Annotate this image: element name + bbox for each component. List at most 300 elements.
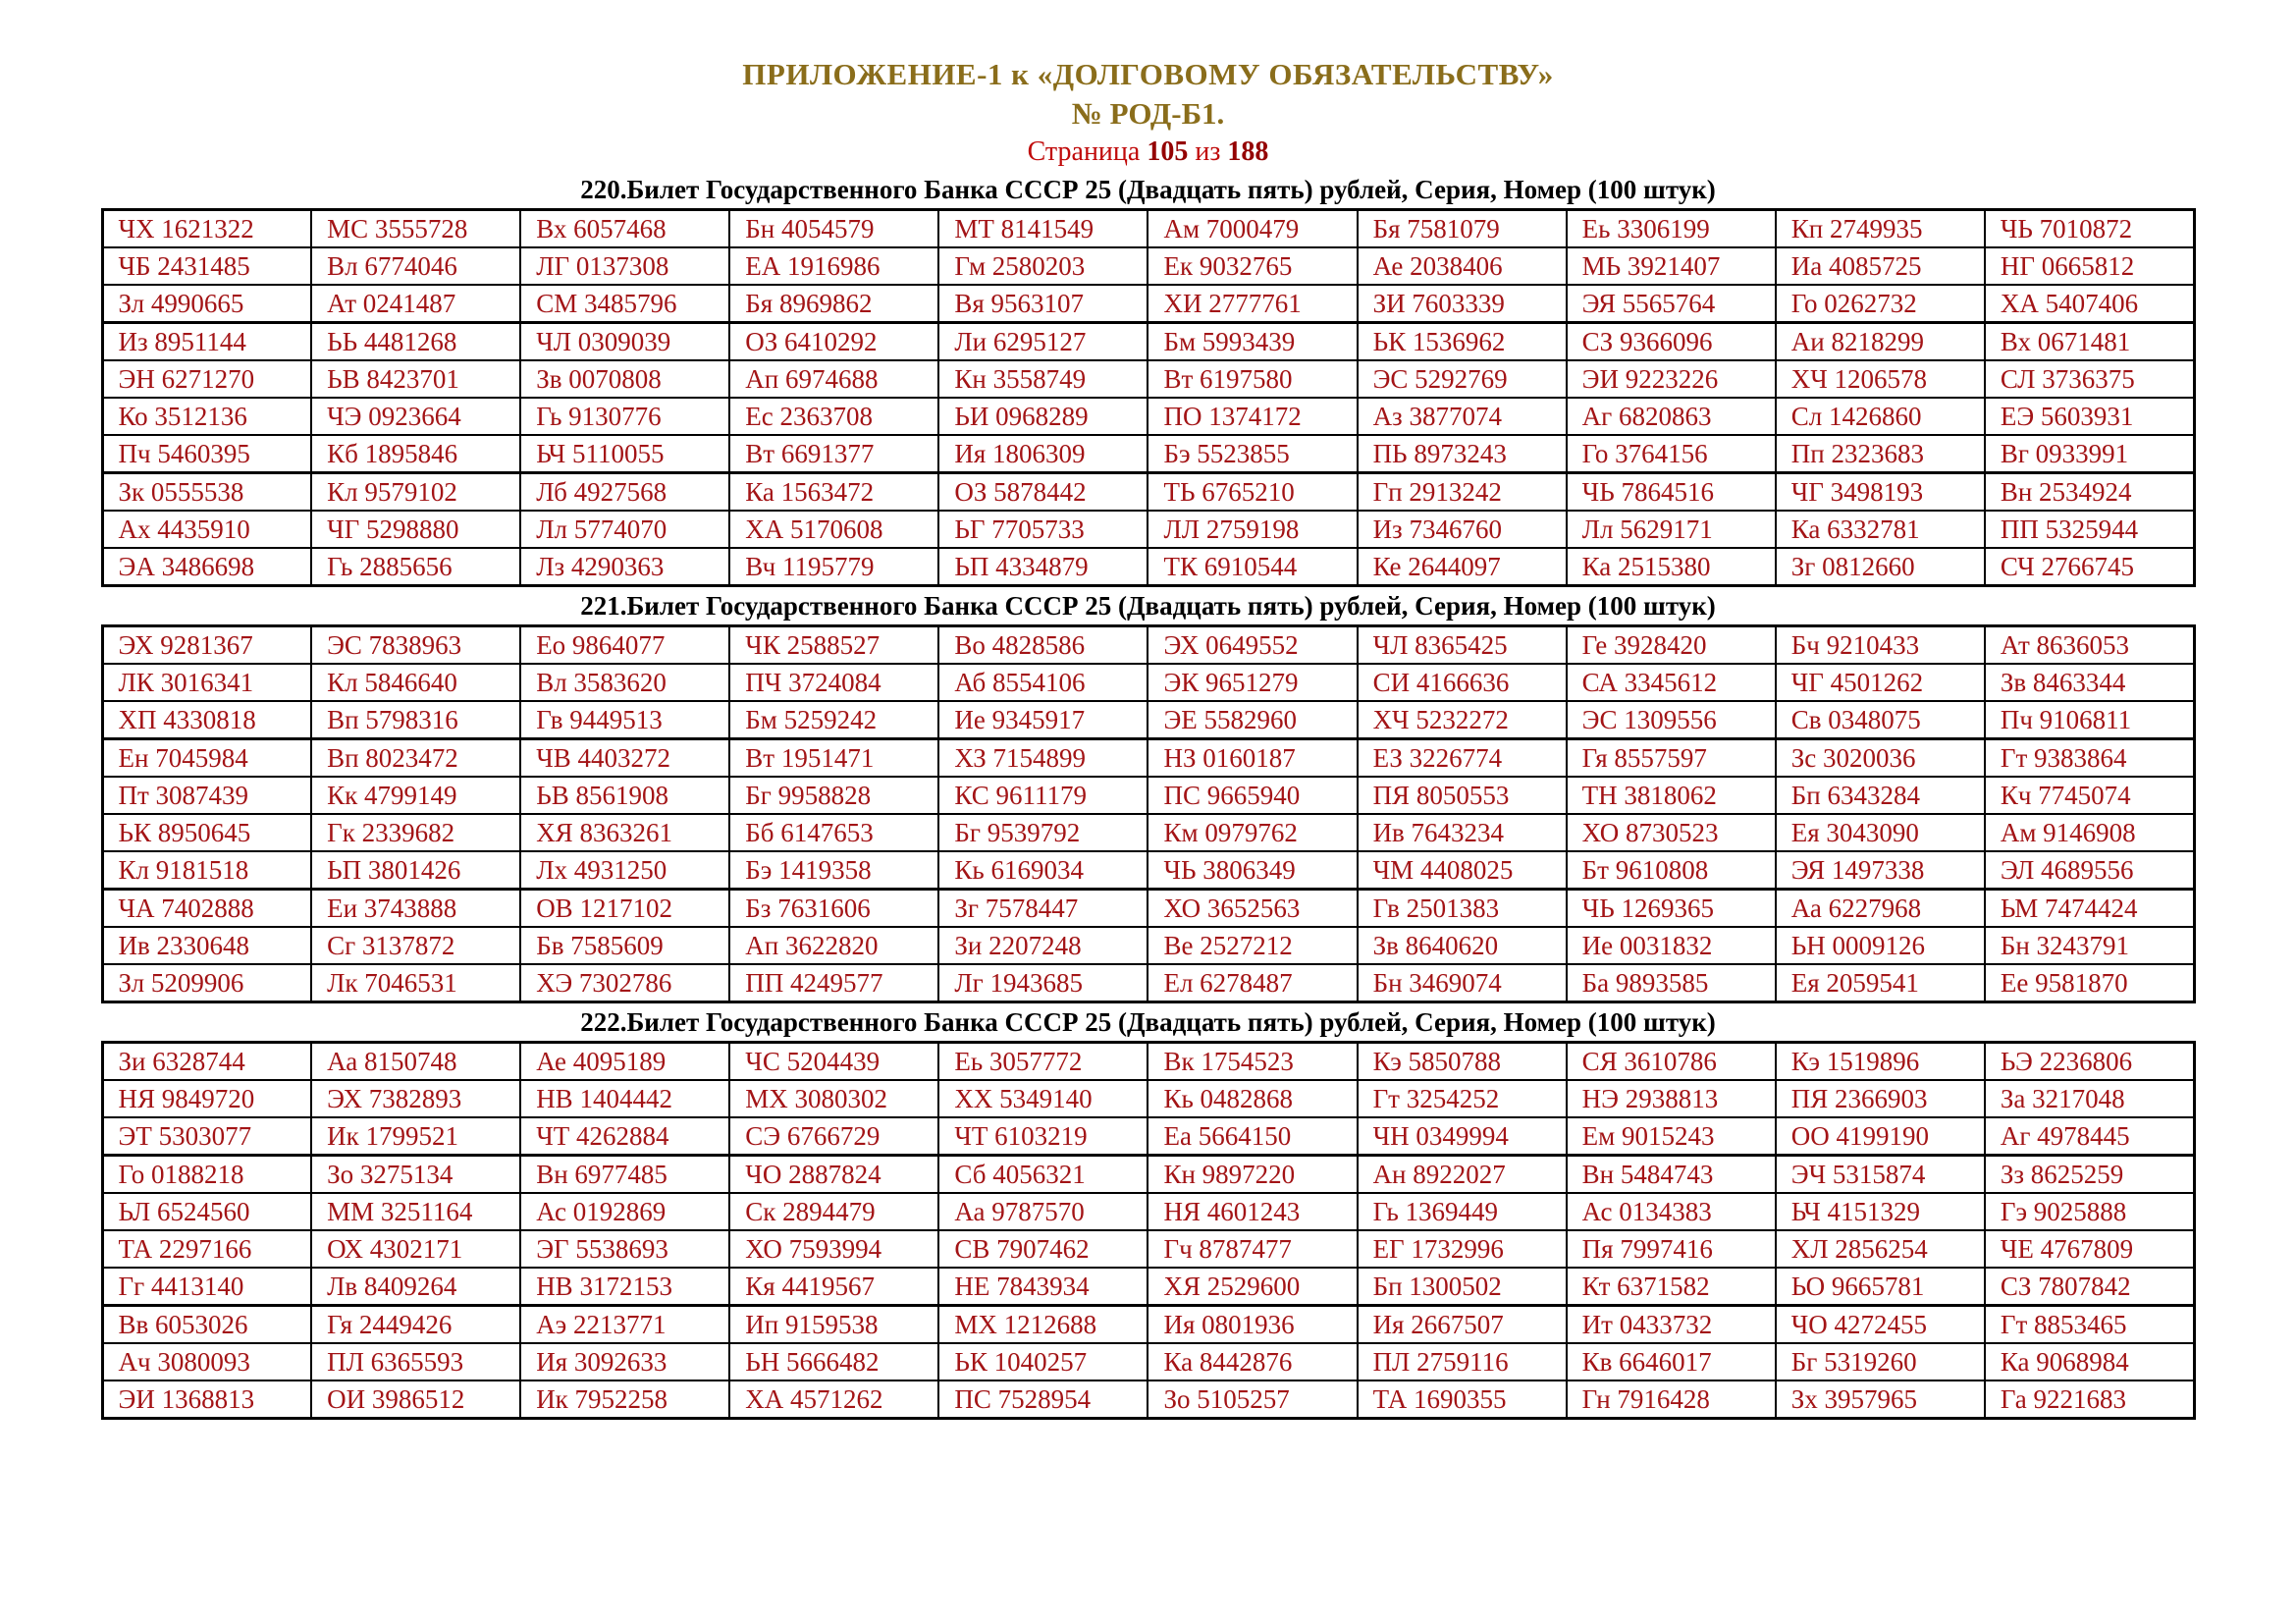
serial-cell: Аб 8554106 (938, 664, 1148, 701)
page-total: 188 (1227, 136, 1269, 167)
serial-cell: МТ 8141549 (938, 210, 1148, 248)
serial-cell: Бг 9958828 (729, 777, 938, 814)
serial-cell: Зк 0555538 (102, 473, 311, 512)
serial-cell: Бн 4054579 (729, 210, 938, 248)
serial-cell: Гн 7916428 (1567, 1380, 1776, 1419)
serial-cell: ЬК 1040257 (938, 1343, 1148, 1380)
table-row (102, 511, 2194, 548)
serial-cell: Бм 5993439 (1148, 323, 1357, 361)
serial-cell: Пп 2323683 (1776, 435, 1985, 473)
serial-cell: СА 3345612 (1567, 664, 1776, 701)
serial-cell: Ея 3043090 (1776, 814, 1985, 851)
page-indicator (0, 134, 2296, 171)
serial-cell: ЬК 8950645 (102, 814, 311, 851)
serial-cell: ЭИ 9223226 (1567, 360, 1776, 398)
serial-cell: Кь 6169034 (938, 851, 1148, 890)
table-row (102, 1156, 2194, 1194)
serial-cell: Лв 8409264 (311, 1268, 520, 1306)
serial-cell: ОЗ 6410292 (729, 323, 938, 361)
serial-cell: Бэ 5523855 (1148, 435, 1357, 473)
serial-cell: ЧМ 4408025 (1358, 851, 1567, 890)
serial-cell: Ба 9893585 (1567, 964, 1776, 1002)
serial-cell: Ли 6295127 (938, 323, 1148, 361)
serial-cell: Кв 6646017 (1567, 1343, 1776, 1380)
serial-cell: ХА 5170608 (729, 511, 938, 548)
serial-cell: Ес 2363708 (729, 398, 938, 435)
serial-cell: Гь 1369449 (1358, 1193, 1567, 1230)
serial-cell: Вч 1195779 (729, 548, 938, 586)
serial-cell: Гч 8787477 (1148, 1230, 1357, 1268)
serial-cell: ЧО 4272455 (1776, 1306, 1985, 1344)
serial-cell: НВ 3172153 (520, 1268, 729, 1306)
serial-cell: Кн 9897220 (1148, 1156, 1357, 1194)
serial-cell: Кэ 5850788 (1358, 1043, 1567, 1081)
serial-cell: Вв 6053026 (102, 1306, 311, 1344)
serial-cell: Гв 9449513 (520, 701, 729, 739)
serial-cell: Ип 9159538 (729, 1306, 938, 1344)
table-row (102, 1306, 2194, 1344)
serial-cell: ХА 4571262 (729, 1380, 938, 1419)
serial-cell: Вп 5798316 (311, 701, 520, 739)
serial-cell: Ия 0801936 (1148, 1306, 1357, 1344)
table-row (102, 739, 2194, 778)
serial-cell: Бп 1300502 (1358, 1268, 1567, 1306)
serial-cell: ЬП 3801426 (311, 851, 520, 890)
serial-cell: Ив 2330648 (102, 927, 311, 964)
page-word: Страница (1027, 136, 1141, 167)
serial-cell: КС 9611179 (938, 777, 1148, 814)
serial-cell: Кя 4419567 (729, 1268, 938, 1306)
table-220-title: 220.Билет Государственного Банка СССР 25 (Двадцать пять) рублей, Серия, Номер (100 штук) (580, 175, 1716, 204)
serial-cell: Ик 1799521 (311, 1117, 520, 1156)
serial-cell: СЗ 9366096 (1567, 323, 1776, 361)
serial-cell: ЭС 1309556 (1567, 701, 1776, 739)
table-row (102, 285, 2194, 323)
serial-cell: Кт 6371582 (1567, 1268, 1776, 1306)
serial-cell: Го 0188218 (102, 1156, 311, 1194)
serial-cell: Бг 9539792 (938, 814, 1148, 851)
table-row (102, 1193, 2194, 1230)
serial-cell: ЭХ 9281367 (102, 626, 311, 665)
serial-cell: ЧТ 4262884 (520, 1117, 729, 1156)
serial-cell: ЬЧ 4151329 (1776, 1193, 1985, 1230)
serial-cell: ПЧ 3724084 (729, 664, 938, 701)
serial-cell: Вх 6057468 (520, 210, 729, 248)
serial-cell: Бз 7631606 (729, 890, 938, 928)
serial-cell: Ия 2667507 (1358, 1306, 1567, 1344)
serial-cell: ЬЭ 2236806 (1985, 1043, 2194, 1081)
table-row (102, 1043, 2194, 1081)
serial-cell: ХП 4330818 (102, 701, 311, 739)
serial-cell: Пч 9106811 (1985, 701, 2194, 739)
serial-cell: ЛГ 0137308 (520, 247, 729, 285)
serial-cell: Ка 1563472 (729, 473, 938, 512)
serial-cell: ПО 1374172 (1148, 398, 1357, 435)
serial-cell: ЭИ 1368813 (102, 1380, 311, 1419)
serial-cell: Зв 8463344 (1985, 664, 2194, 701)
serial-cell: Зс 3020036 (1776, 739, 1985, 778)
serial-cell: ЧН 0349994 (1358, 1117, 1567, 1156)
serial-cell: Ее 9581870 (1985, 964, 2194, 1002)
table-row (102, 964, 2194, 1002)
serial-cell: Вя 9563107 (938, 285, 1148, 323)
serial-cell: ЧЭ 0923664 (311, 398, 520, 435)
serial-cell: СВ 7907462 (938, 1230, 1148, 1268)
serial-cell: МХ 1212688 (938, 1306, 1148, 1344)
serial-cell: ХЗ 7154899 (938, 739, 1148, 778)
table-row (102, 1117, 2194, 1156)
serial-cell: Ат 0241487 (311, 285, 520, 323)
serial-cell: ЭХ 7382893 (311, 1080, 520, 1117)
serial-cell: ЬЬ 4481268 (311, 323, 520, 361)
serial-cell: ЕЭ 5603931 (1985, 398, 2194, 435)
serial-cell: Ка 6332781 (1776, 511, 1985, 548)
serial-cell: Ах 4435910 (102, 511, 311, 548)
serial-cell: МС 3555728 (311, 210, 520, 248)
serial-cell: ЬК 1536962 (1358, 323, 1567, 361)
serial-cell: Аа 9787570 (938, 1193, 1148, 1230)
table-row (102, 398, 2194, 435)
serial-cell: ТН 3818062 (1567, 777, 1776, 814)
serial-cell: Зи 6328744 (102, 1043, 311, 1081)
serial-cell: Вх 0671481 (1985, 323, 2194, 361)
serial-cell: ЭЯ 1497338 (1776, 851, 1985, 890)
serial-cell: ЬГ 7705733 (938, 511, 1148, 548)
serial-cell: ТА 2297166 (102, 1230, 311, 1268)
serial-cell: ЬН 5666482 (729, 1343, 938, 1380)
serial-cell: Ап 3622820 (729, 927, 938, 964)
serial-cell: Зв 8640620 (1358, 927, 1567, 964)
serial-cell: Ап 6974688 (729, 360, 938, 398)
serial-cell: Бб 6147653 (729, 814, 938, 851)
serial-cell: Гэ 9025888 (1985, 1193, 2194, 1230)
serial-cell: ХЧ 1206578 (1776, 360, 1985, 398)
serial-cell: ЭЛ 4689556 (1985, 851, 2194, 890)
serial-cell: ЧЕ 4767809 (1985, 1230, 2194, 1268)
serial-cell: ОВ 1217102 (520, 890, 729, 928)
serial-cell: Ке 2644097 (1358, 548, 1567, 586)
serial-cell: Аэ 2213771 (520, 1306, 729, 1344)
serial-cell: ЭЕ 5582960 (1148, 701, 1357, 739)
serial-cell: Зв 0070808 (520, 360, 729, 398)
serial-cell: Иа 4085725 (1776, 247, 1985, 285)
serial-cell: Лк 7046531 (311, 964, 520, 1002)
serial-cell: Ик 7952258 (520, 1380, 729, 1419)
serial-cell: Гь 2885656 (311, 548, 520, 586)
serials-table-221 (101, 624, 2196, 1003)
serial-cell: Лб 4927568 (520, 473, 729, 512)
serial-cell: ЧТ 6103219 (938, 1117, 1148, 1156)
serial-cell: Гп 2913242 (1358, 473, 1567, 512)
serial-cell: ЬО 9665781 (1776, 1268, 1985, 1306)
serial-cell: ЕА 1916986 (729, 247, 938, 285)
serial-cell: Вп 8023472 (311, 739, 520, 778)
serial-cell: Вн 5484743 (1567, 1156, 1776, 1194)
table-row (102, 548, 2194, 586)
serial-cell: Аа 8150748 (311, 1043, 520, 1081)
table-row (102, 360, 2194, 398)
serial-cell: ЧЛ 0309039 (520, 323, 729, 361)
serial-cell: Зи 2207248 (938, 927, 1148, 964)
serial-cell: ЧХ 1621322 (102, 210, 311, 248)
serial-cell: ЬЛ 6524560 (102, 1193, 311, 1230)
serial-cell: ХЛ 2856254 (1776, 1230, 1985, 1268)
serial-cell: Кл 9181518 (102, 851, 311, 890)
serial-cell: ЬП 4334879 (938, 548, 1148, 586)
serial-cell: Бч 9210433 (1776, 626, 1985, 665)
serial-cell: Кл 5846640 (311, 664, 520, 701)
serial-cell: Бп 6343284 (1776, 777, 1985, 814)
serial-cell: Кн 3558749 (938, 360, 1148, 398)
table-section-222 (0, 1003, 2296, 1420)
serial-cell: ЧЬ 7010872 (1985, 210, 2194, 248)
serial-cell: Ия 1806309 (938, 435, 1148, 473)
table-row (102, 473, 2194, 512)
table-222-title: 222.Билет Государственного Банка СССР 25 (Двадцать пять) рублей, Серия, Номер (100 штук) (580, 1007, 1716, 1037)
document-subtitle: № РОД-Б1. (1071, 96, 1225, 131)
table-row (102, 777, 2194, 814)
serial-cell: ПП 4249577 (729, 964, 938, 1002)
serial-cell: ЭА 3486698 (102, 548, 311, 586)
table-row (102, 1343, 2194, 1380)
serial-cell: Ит 0433732 (1567, 1306, 1776, 1344)
serial-cell: Ен 7045984 (102, 739, 311, 778)
table-row (102, 323, 2194, 361)
serial-cell: Зл 4990665 (102, 285, 311, 323)
serial-cell: ЭГ 5538693 (520, 1230, 729, 1268)
table-row (102, 1380, 2194, 1419)
serial-cell: Еь 3057772 (938, 1043, 1148, 1081)
serial-cell: Вт 1951471 (729, 739, 938, 778)
serial-cell: ЭТ 5303077 (102, 1117, 311, 1156)
serial-cell: Сг 3137872 (311, 927, 520, 964)
serial-cell: ЭН 6271270 (102, 360, 311, 398)
serial-cell: ПЯ 2366903 (1776, 1080, 1985, 1117)
serial-cell: ЬВ 8561908 (520, 777, 729, 814)
serial-cell: Ач 3080093 (102, 1343, 311, 1380)
serial-cell: Ге 3928420 (1567, 626, 1776, 665)
serial-cell: НЯ 4601243 (1148, 1193, 1357, 1230)
serial-cell: ПЬ 8973243 (1358, 435, 1567, 473)
serial-cell: Ам 7000479 (1148, 210, 1357, 248)
serial-cell: Ея 2059541 (1776, 964, 1985, 1002)
serial-cell: Аг 6820863 (1567, 398, 1776, 435)
serial-cell: Вл 3583620 (520, 664, 729, 701)
serial-cell: Ск 2894479 (729, 1193, 938, 1230)
page-of-word: из (1195, 136, 1221, 167)
serial-cell: СЗ 7807842 (1985, 1268, 2194, 1306)
serial-cell: Ко 3512136 (102, 398, 311, 435)
table-row (102, 626, 2194, 665)
serial-cell: Св 0348075 (1776, 701, 1985, 739)
page-current: 105 (1147, 136, 1189, 167)
serial-cell: ХО 3652563 (1148, 890, 1357, 928)
serial-cell: ЛК 3016341 (102, 664, 311, 701)
table-row (102, 1268, 2194, 1306)
serial-cell: ХЭ 7302786 (520, 964, 729, 1002)
table-row (102, 664, 2194, 701)
serial-cell: ХА 5407406 (1985, 285, 2194, 323)
serial-cell: Ив 7643234 (1358, 814, 1567, 851)
serial-cell: Сб 4056321 (938, 1156, 1148, 1194)
serial-cell: Вн 6977485 (520, 1156, 729, 1194)
serial-cell: ХЯ 2529600 (1148, 1268, 1357, 1306)
serial-cell: Зз 8625259 (1985, 1156, 2194, 1194)
serial-cell: ЬИ 0968289 (938, 398, 1148, 435)
serial-cell: ЕЗ 3226774 (1358, 739, 1567, 778)
table-row (102, 1230, 2194, 1268)
serial-cell: ЧЛ 8365425 (1358, 626, 1567, 665)
serial-cell: ЭК 9651279 (1148, 664, 1357, 701)
serial-cell: ЧГ 4501262 (1776, 664, 1985, 701)
serial-cell: НГ 0665812 (1985, 247, 2194, 285)
serial-cell: Ат 8636053 (1985, 626, 2194, 665)
serial-cell: Зо 3275134 (311, 1156, 520, 1194)
serial-cell: Га 9221683 (1985, 1380, 2194, 1419)
serial-cell: МХ 3080302 (729, 1080, 938, 1117)
serial-cell: ПЯ 8050553 (1358, 777, 1567, 814)
serial-cell: Аа 6227968 (1776, 890, 1985, 928)
serial-cell: СЧ 2766745 (1985, 548, 2194, 586)
serial-cell: ХХ 5349140 (938, 1080, 1148, 1117)
serial-cell: Ае 2038406 (1358, 247, 1567, 285)
serial-cell: Зг 0812660 (1776, 548, 1985, 586)
serial-cell: ПС 9665940 (1148, 777, 1357, 814)
serial-cell: Ие 0031832 (1567, 927, 1776, 964)
serial-cell: ЭХ 0649552 (1148, 626, 1357, 665)
serial-cell: Пт 3087439 (102, 777, 311, 814)
serial-cell: НЯ 9849720 (102, 1080, 311, 1117)
table-row (102, 927, 2194, 964)
serial-cell: Сл 1426860 (1776, 398, 1985, 435)
serial-cell: Кп 2749935 (1776, 210, 1985, 248)
serial-cell: Ас 0134383 (1567, 1193, 1776, 1230)
serial-cell: НВ 1404442 (520, 1080, 729, 1117)
serial-cell: ЧО 2887824 (729, 1156, 938, 1194)
serial-cell: Зл 5209906 (102, 964, 311, 1002)
serial-cell: Гв 2501383 (1358, 890, 1567, 928)
serial-cell: Ео 9864077 (520, 626, 729, 665)
serial-cell: Кч 7745074 (1985, 777, 2194, 814)
serial-cell: ЬН 0009126 (1776, 927, 1985, 964)
serial-cell: ЧЬ 7864516 (1567, 473, 1776, 512)
serial-cell: Бн 3469074 (1358, 964, 1567, 1002)
serial-cell: Лл 5629171 (1567, 511, 1776, 548)
table-row (102, 701, 2194, 739)
serial-cell: Км 0979762 (1148, 814, 1357, 851)
serial-cell: ТЬ 6765210 (1148, 473, 1357, 512)
table-row (102, 210, 2194, 248)
serial-cell: ТА 1690355 (1358, 1380, 1567, 1419)
serial-cell: Гм 2580203 (938, 247, 1148, 285)
serial-cell: Бя 7581079 (1358, 210, 1567, 248)
serial-cell: Вн 2534924 (1985, 473, 2194, 512)
serial-cell: Ае 4095189 (520, 1043, 729, 1081)
serial-cell: ПП 5325944 (1985, 511, 2194, 548)
serial-cell: Вл 6774046 (311, 247, 520, 285)
serial-cell: ЧГ 3498193 (1776, 473, 1985, 512)
serial-cell: Ас 0192869 (520, 1193, 729, 1230)
serial-cell: ХИ 2777761 (1148, 285, 1357, 323)
serial-cell: Из 8951144 (102, 323, 311, 361)
serial-cell: ЭС 5292769 (1358, 360, 1567, 398)
serial-cell: ЭЯ 5565764 (1567, 285, 1776, 323)
table-section-220 (0, 171, 2296, 587)
serial-cell: СЛ 3736375 (1985, 360, 2194, 398)
serial-cell: Ем 9015243 (1567, 1117, 1776, 1156)
serial-cell: ЛЛ 2759198 (1148, 511, 1357, 548)
serial-cell: ММ 3251164 (311, 1193, 520, 1230)
serial-cell: МЬ 3921407 (1567, 247, 1776, 285)
serial-cell: Еи 3743888 (311, 890, 520, 928)
serial-cell: Аг 4978445 (1985, 1117, 2194, 1156)
serial-cell: Ка 9068984 (1985, 1343, 2194, 1380)
serial-cell: ОХ 4302171 (311, 1230, 520, 1268)
serial-cell: Гь 9130776 (520, 398, 729, 435)
serial-cell: Зх 3957965 (1776, 1380, 1985, 1419)
table-221-title: 221.Билет Государственного Банка СССР 25 (Двадцать пять) рублей, Серия, Номер (100 штук) (580, 591, 1716, 621)
serial-cell: ЭЧ 5315874 (1776, 1156, 1985, 1194)
serial-cell: Кэ 1519896 (1776, 1043, 1985, 1081)
serial-cell: ЧВ 4403272 (520, 739, 729, 778)
serial-cell: Ка 2515380 (1567, 548, 1776, 586)
serial-cell: Ве 2527212 (1148, 927, 1357, 964)
serial-cell: За 3217048 (1985, 1080, 2194, 1117)
serial-cell: ЧГ 5298880 (311, 511, 520, 548)
serial-cell: Го 3764156 (1567, 435, 1776, 473)
serial-cell: Аи 8218299 (1776, 323, 1985, 361)
serial-cell: ЧЬ 1269365 (1567, 890, 1776, 928)
serials-table-220 (101, 208, 2196, 587)
serial-cell: Гк 2339682 (311, 814, 520, 851)
serial-cell: Из 7346760 (1358, 511, 1567, 548)
serial-cell: Пя 7997416 (1567, 1230, 1776, 1268)
serial-cell: Бт 9610808 (1567, 851, 1776, 890)
serial-cell: ЧБ 2431485 (102, 247, 311, 285)
serial-cell: СЯ 3610786 (1567, 1043, 1776, 1081)
serial-cell: Бэ 1419358 (729, 851, 938, 890)
serial-cell: Зг 7578447 (938, 890, 1148, 928)
serial-cell: Лл 5774070 (520, 511, 729, 548)
serials-table-222 (101, 1041, 2196, 1420)
serial-cell: Гя 8557597 (1567, 739, 1776, 778)
serial-cell: НЭ 2938813 (1567, 1080, 1776, 1117)
serial-cell: Гг 4413140 (102, 1268, 311, 1306)
serial-cell: ЬЧ 5110055 (520, 435, 729, 473)
serial-cell: ТК 6910544 (1148, 548, 1357, 586)
serial-cell: ХО 7593994 (729, 1230, 938, 1268)
document-title: ПРИЛОЖЕНИЕ-1 к «ДОЛГОВОМУ ОБЯЗАТЕЛЬСТВУ» (742, 57, 1554, 91)
serial-cell: НЕ 7843934 (938, 1268, 1148, 1306)
serial-cell: Кк 4799149 (311, 777, 520, 814)
serial-cell: Бв 7585609 (520, 927, 729, 964)
serial-cell: Бя 8969862 (729, 285, 938, 323)
serial-cell: Ие 9345917 (938, 701, 1148, 739)
table-section-221 (0, 587, 2296, 1003)
serial-cell: Вт 6197580 (1148, 360, 1357, 398)
table-row (102, 851, 2194, 890)
table-row (102, 247, 2194, 285)
serial-cell: ЬМ 7474424 (1985, 890, 2194, 928)
serial-cell: ПС 7528954 (938, 1380, 1148, 1419)
serial-cell: Го 0262732 (1776, 285, 1985, 323)
serial-cell: Ел 6278487 (1148, 964, 1357, 1002)
serial-cell: Еа 5664150 (1148, 1117, 1357, 1156)
serial-cell: ПЛ 2759116 (1358, 1343, 1567, 1380)
serial-cell: Гт 3254252 (1358, 1080, 1567, 1117)
serial-cell: НЗ 0160187 (1148, 739, 1357, 778)
serial-cell: ОЗ 5878442 (938, 473, 1148, 512)
